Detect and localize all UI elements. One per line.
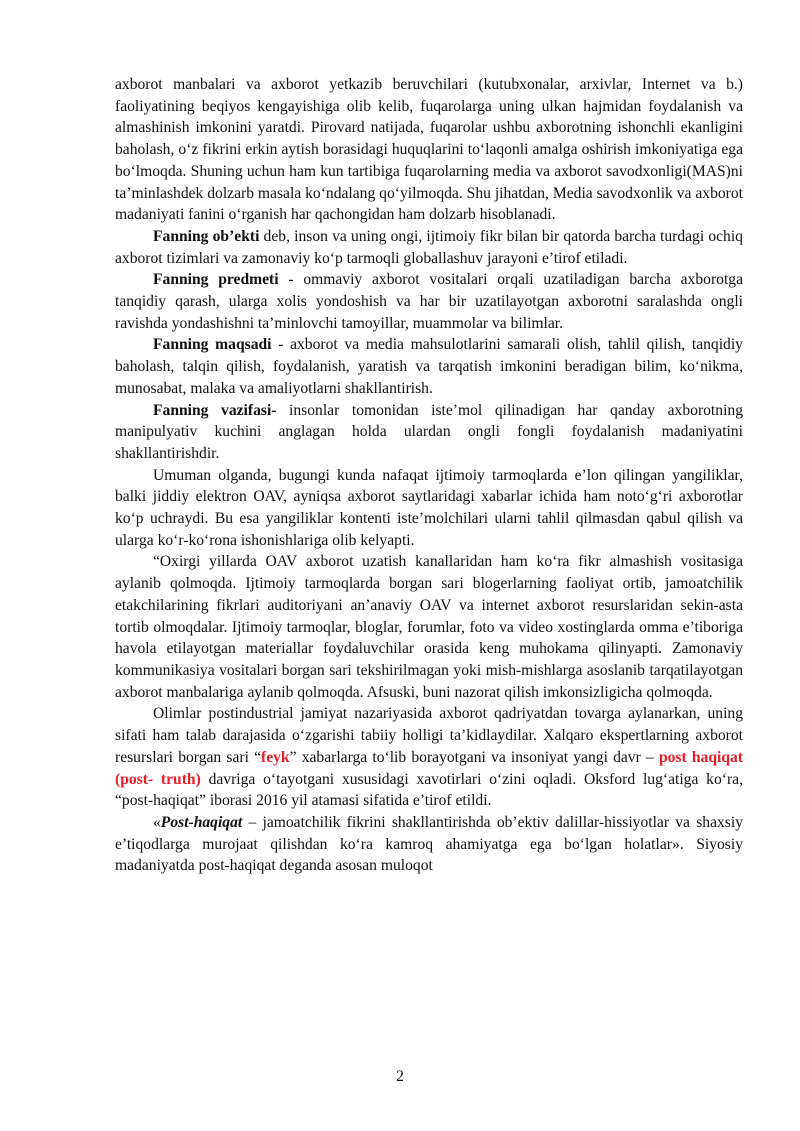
term-fanning-predmeti: Fanning predmeti [153,271,279,289]
page-number: 2 [396,1068,404,1085]
paragraph-text: deb, inson va uning ongi, ijtimoiy fikr bilan bir qatorda barcha turdagi ochiq axborot tizimlari va zamonaviy ko‘p tarmoqli globallashuv jarayoni e’tirof etiladi. [115,227,743,267]
paragraph-misinformation: Umuman olganda, bugungi kunda nafaqat ijtimoiy tarmoqlarda e’lon qilingan yangiliklar, balki jiddiy elektron OAV, ayniqsa axborot saytlaridagi xabarlar ichida ham noto‘g‘ri axborotlar ko‘p uchraydi. Bu esa yangiliklar kontenti iste’molchilari ularni tahlil qilmasdan qabul qilish va ularga ko‘r-ko‘rona ishonishlariga olib kelyapti. [115,466,743,549]
paragraph-subject-predmet [115,269,743,334]
paragraph-text: davriga o‘tayotgani xususidagi xavotirlari o‘zini oqladi. Oksford lug‘atiga ko‘ra, “post-haqiqat” iborasi 2016 yil atamasi sifatida e’tirof etildi. [115,770,743,810]
paragraph-quote-media: “Oxirgi yillarda OAV axborot uzatish kanallaridan ham ko‘ra fikr almashish vositasiga aylanib qolmoqda. Ijtimoiy tarmoqlarda borgan sari blogerlarning faoliyat ortib, jamoatchilik etakchilarining fikrlari auditoriyani an’anaviy OAV va internet axborot resurslaridan sekin-asta tortib olmoqdalar. Ijtimoiy tarmoqlar, bloglar, forumlar, foto va video xostinglarda omma e’tiboriga havola etilayotgan materiallar foydaluvchilar orasida keng muhokama qilinyapti. Zamonaviy kommunikasiya vositalari borgan sari tekshirilmagan yoki mish-mishlarga asoslanib tarqatilayotgan axborot manbalariga aylanib qolmoqda. Afsuski, buni nazorat qilish imkonsizligicha qolmoqda. [115,553,743,701]
paragraph-text: Olimlar postindustrial jamiyat nazariyasida axborot qadriyatdan tovarga aylanarkan, uning sifati ham talab darajasida o‘zgarishi tabiiy holligi ta’kidlaydilar. Xalqaro ekspertlarning axborot resurslari borgan sari “ [115,705,743,766]
term-post-haqiqat: Post-haqiqat [160,813,243,831]
paragraph-intro-continuation: axborot manbalari va axborot yetkazib beruvchilari (kutubxonalar, arxivlar, Internet va b.) faoliyatining beqiyos kengayishiga olib kelib, fuqarolarga uning ulkan hajmidan foydalanish va almashinish imkonini yaratdi. Pirovard natijada, fuqarolar ushbu axborotning ishonchli ekanligini baholash, o‘z fikrini erkin aytish borasidagi huquqlarini to‘laqonli amalga oshirish imkoniyatiga ega bo‘lmoqda. Shuning uchun ham kun tartibiga fuqarolarning media va axborot savodxonligi(MAS)ni ta’minlashdek dolzarb masala ko‘ndalang qo‘yilmoqda. Shu jihatdan, Media savodxonlik va axborot madaniyati fanini o‘rganish har qachongidan ham dolzarb hisoblanadi. [115,76,743,224]
paragraph-subject-goal [115,334,743,399]
paragraph-post-truth-definition [115,812,743,877]
paragraph-text: insonlar tomonidan iste’mol qilinadigan har qanday axborotning manipulyativ kuchini anglagan holda ulardan ongli fongli foydalanish madaniyatini shakllantirishdir. [115,401,743,462]
highlight-post-truth: post haqiqat (post- truth) [115,748,743,788]
term-fanning-obekti: Fanning ob’ekti [153,227,260,245]
paragraph-subject-task [115,400,743,465]
paragraph-text: – jamoatchilik fikrini shakllantirishda ob’ektiv dalillar-hissiyotlar va shaxsiy e’tiqodlarga murojaat qilishdan ko‘ra kamroq ahamiyatga ega bo‘lgan holatlar». Siyosiy madaniyatda post-haqiqat deganda asosan muloqot [115,813,743,875]
paragraph-text: - axborot va media mahsulotlarini samarali olish, tahlil qilish, tanqidiy baholash, talqin qilish, foydalanish, yaratish va tarqatish imkonini beradigan bilim, ko‘nikma, munosabat, malaka va amaliyotlarni shakllantirish. [115,336,743,397]
term-fanning-maqsadi: Fanning maqsadi [153,336,272,354]
paragraph-text: - ommaviy axborot vositalari orqali uzatiladigan barcha axborotga tanqidiy qarash, ularga xolis yondoshish va har bir uzatilayotgan axborotni saralashda ongli ravishda yondashishni ta’minlovchi tamoyillar, muammolar va bilimlar. [115,271,743,332]
quote-open-mark: « [153,813,161,831]
highlight-feyk: feyk [261,748,290,766]
term-fanning-vazifasi: Fanning vazifasi- [153,401,277,419]
paragraph-text: ” xabarlarga to‘lib borayotgani va insoniyat yangi davr – [289,748,659,766]
paragraph-post-truth-intro [115,703,743,812]
document-page [115,74,743,877]
paragraph-subject-object [115,226,743,269]
